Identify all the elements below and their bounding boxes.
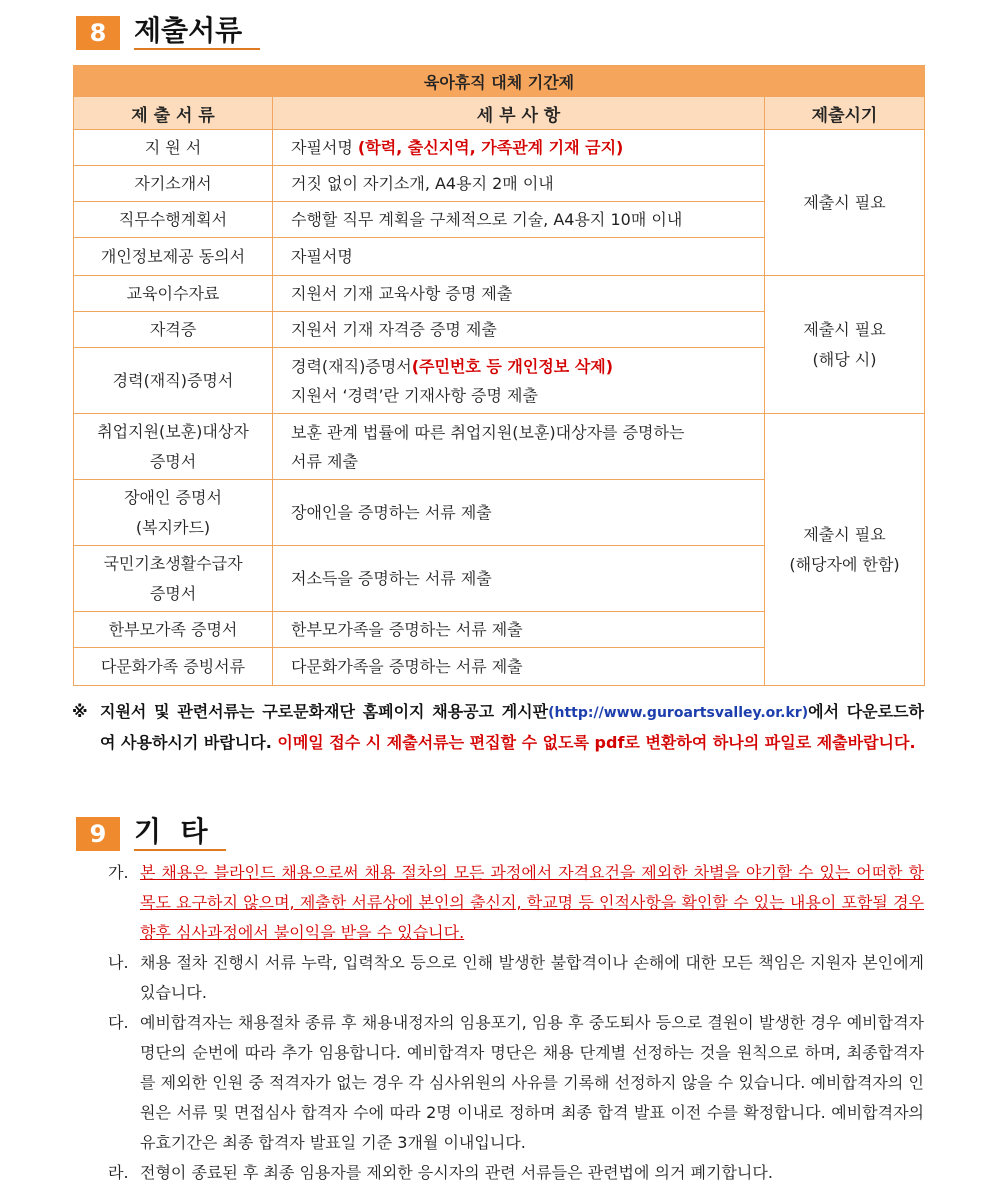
table-row xyxy=(74,414,925,480)
doc-name: 자격증 xyxy=(74,312,273,348)
doc-name: 교육이수자료 xyxy=(74,276,273,312)
timing-cell: 제출시 필요 (해당 시) xyxy=(765,276,925,414)
doc-name: 한부모가족 증명서 xyxy=(74,612,273,648)
homepage-link[interactable]: (http://www.guroartsvalley.or.kr) xyxy=(548,705,809,721)
section-title: 기 타 xyxy=(134,815,226,851)
download-note xyxy=(72,697,924,757)
doc-name: 자기소개서 xyxy=(74,166,273,202)
section-9-header xyxy=(76,815,226,851)
table-caption: 육아휴직 대체 기간제 xyxy=(74,66,925,97)
doc-detail: 자필서명 (학력, 출신지역, 가족관계 기재 금지) xyxy=(273,130,765,166)
doc-name: 다문화가족 증빙서류 xyxy=(74,648,273,686)
header-details: 세 부 사 항 xyxy=(273,97,765,130)
doc-name: 직무수행계획서 xyxy=(74,202,273,238)
doc-detail: 지원서 기재 자격증 증명 제출 xyxy=(273,312,765,348)
doc-detail: 다문화가족을 증명하는 서류 제출 xyxy=(273,648,765,686)
header-timing: 제출시기 xyxy=(765,97,925,130)
doc-detail: 수행할 직무 계획을 구체적으로 기술, A4용지 10매 이내 xyxy=(273,202,765,238)
doc-name: 취업지원(보훈)대상자 증명서 xyxy=(74,414,273,480)
section-title: 제출서류 xyxy=(134,14,260,50)
doc-detail: 보훈 관계 법률에 따른 취업지원(보훈)대상자를 증명하는 서류 제출 xyxy=(273,414,765,480)
note-mark: ※ xyxy=(72,702,88,721)
doc-name: 개인정보제공 동의서 xyxy=(74,238,273,276)
header-documents: 제 출 서 류 xyxy=(74,97,273,130)
section-number: 8 xyxy=(76,16,120,50)
doc-detail: 거짓 없이 자기소개, A4용지 2매 이내 xyxy=(273,166,765,202)
list-item: 가. 본 채용은 블라인드 채용으로써 채용 절차의 모든 과정에서 자격요건을 제외한 차별을 야기할 수 있는 어떠한 항목도 요구하지 않으며, 제출한 서류상에 본인의 출신지, 학교명 등 인적사항을 확인할 수 있는 내용이 포함될 경우 향후 심사과정에서 불이익을 받을 수 있습니다. xyxy=(108,863,924,942)
doc-detail: 지원서 기재 교육사항 증명 제출 xyxy=(273,276,765,312)
note-warning: 이메일 접수 시 제출서류는 편집할 수 없도록 pdf로 변환하여 하나의 파일로 제출바랍니다. xyxy=(277,733,916,752)
doc-detail: 경력(재직)증명서(주민번호 등 개인정보 삭제) 지원서 ‘경력’란 기재사항 증명 제출 xyxy=(273,348,765,414)
doc-detail: 장애인을 증명하는 서류 제출 xyxy=(273,480,765,546)
timing-cell: 제출시 필요 xyxy=(765,130,925,276)
list-item: 나. 채용 절차 진행시 서류 누락, 입력착오 등으로 인해 발생한 불합격이나 손해에 대한 모든 책임은 지원자 본인에게 있습니다. xyxy=(108,953,924,1002)
timing-cell: 제출시 필요 (해당자에 한함) xyxy=(765,414,925,686)
list-item: 다. 예비합격자는 채용절차 종류 후 채용내정자의 임용포기, 임용 후 중도퇴사 등으로 결원이 발생한 경우 예비합격자 명단의 순번에 따라 추가 임용합니다. 예비합격자 명단은 채용 단계별 선정하는 것을 원칙으로 하며, 최종합격자를 제외한 인원 중 적격자가 없는 경우 각 심사위원의 사유를 기록해 선정하지 않을 수 있습니다. 예비합격자의 인원은 서류 및 면접심사 합격자 수에 따라 2명 이내로 정하며 최종 합격 발표 이전 수를 확정합니다. 예비합격자의 유효기간은 최종 합격자 발표일 기준 3개월 이내입니다. xyxy=(108,1013,924,1152)
etc-list xyxy=(108,858,924,1188)
note-text-2: 에서 다운로드하여 사용하시기 바랍니다. xyxy=(100,702,925,752)
note-text: 지원서 및 관련서류는 구로문화재단 홈페이지 채용공고 게시판 xyxy=(100,702,549,721)
documents-table xyxy=(73,65,925,686)
table-row xyxy=(74,130,925,166)
doc-detail: 한부모가족을 증명하는 서류 제출 xyxy=(273,612,765,648)
section-number: 9 xyxy=(76,817,120,851)
list-item: 라. 전형이 종료된 후 최종 임용자를 제외한 응시자의 관련 서류들은 관련법에 의거 폐기합니다. xyxy=(108,1163,773,1182)
section-8-header xyxy=(76,14,260,50)
doc-detail: 저소득을 증명하는 서류 제출 xyxy=(273,546,765,612)
doc-name: 국민기초생활수급자 증명서 xyxy=(74,546,273,612)
doc-name: 장애인 증명서 (복지카드) xyxy=(74,480,273,546)
doc-detail: 자필서명 xyxy=(273,238,765,276)
doc-name: 지 원 서 xyxy=(74,130,273,166)
table-row xyxy=(74,276,925,312)
doc-name: 경력(재직)증명서 xyxy=(74,348,273,414)
